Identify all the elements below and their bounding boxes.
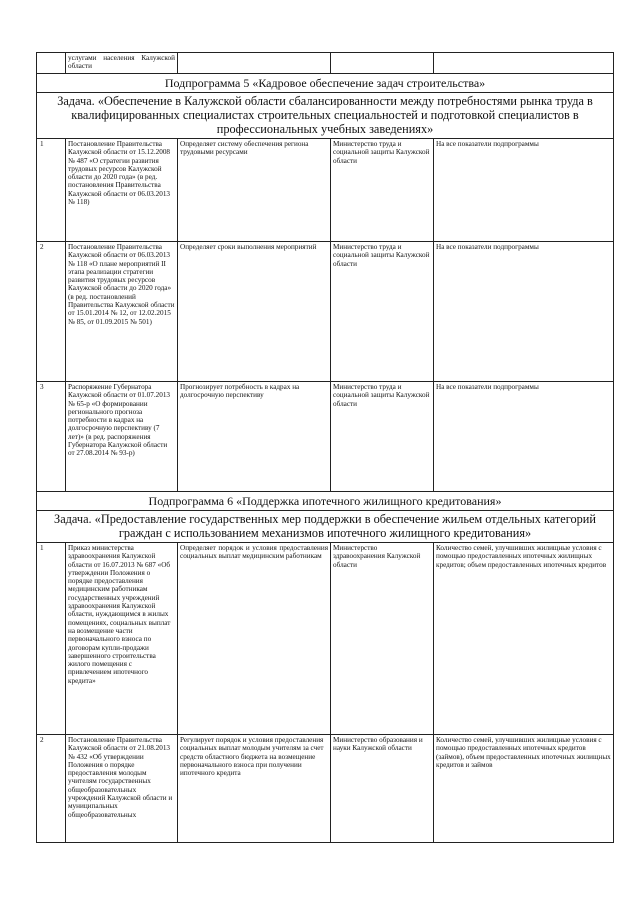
act-cell: Постановление Правительства Калужской области от 15.12.2008 № 487 «О стратегии развития трудовых ресурсов Калужской области до 2020 года» (в ред. постановления Правительства Калужской области от 06.03.2013 № 118) (66, 139, 178, 242)
table-row (37, 53, 614, 74)
desc-cell: Регулирует порядок и условия предоставления социальных выплат молодым учителям за счет средств областного бюджета на возмещение первоначального взноса при получении ипотечного кредита (178, 735, 331, 843)
document-page (36, 52, 613, 843)
desc-cell: Определяет порядок и условия предоставления социальных выплат медицинским работникам (178, 543, 331, 735)
task-row (37, 93, 614, 139)
task-text: Задача. «Обеспечение в Калужской области сбалансированности между потребностями рынка труда в квалифицированных специалистах строительных специальностей и подготовкой специалистов в профессиональных учебных заведениях» (37, 93, 614, 139)
desc-cell: Определяет сроки выполнения мероприятий (178, 242, 331, 382)
desc-cell: Определяет систему обеспечения региона трудовыми ресурсами (178, 139, 331, 242)
measures-table (36, 52, 614, 843)
act-cell: Постановление Правительства Калужской области от 21.08.2013 № 432 «Об утверждении Положения о порядке предоставления молодым учителям государственных общеобразовательных учреждений Калужской области и муниципальных общеобразовательных (66, 735, 178, 843)
ind-cell: Количество семей, улучшивших жилищные условия с помощью предоставленных ипотечных жилищных кредитов; объем предоставленных ипотечных кредитов (434, 543, 614, 735)
exec-cell: Министерство образования и науки Калужской области (331, 735, 434, 843)
act-cell: Распоряжение Губернатора Калужской области от 01.07.2013 № 65-р «О формировании регионального прогноза потребности в кадрах на долгосрочную перспективу (7 лет)» (в ред. распоряжения Губернатора Калужской области от 27.08.2014 № 93-р) (66, 382, 178, 492)
task-row (37, 511, 614, 543)
table-row (37, 543, 614, 735)
exec-cell: Министерство здравоохранения Калужской области (331, 543, 434, 735)
row-number: 3 (37, 382, 66, 492)
subprogram-header-row (37, 74, 614, 93)
act-cell: Постановление Правительства Калужской области от 06.03.2013 № 118 «О плане мероприятий II этапа реализации стратегии развития трудовых ресурсов Калужской области до 2020 года» (в ред. постановлений Правительства Калужской области от 15.01.2014 № 12, от 12.02.2015 № 85, от 01.09.2015 № 501) (66, 242, 178, 382)
row-number: 1 (37, 139, 66, 242)
row-number: 1 (37, 543, 66, 735)
ind-cell: На все показатели подпрограммы (434, 139, 614, 242)
subprogram-title: Подпрограмма 6 «Поддержка ипотечного жилищного кредитования» (37, 492, 614, 511)
task-text: Задача. «Предоставление государственных мер поддержки в обеспечение жильем отдельных категорий граждан с использованием механизмов ипотечного жилищного кредитования» (37, 511, 614, 543)
desc-cell: Прогнозирует потребность в кадрах на долгосрочную перспективу (178, 382, 331, 492)
num-cell (37, 53, 66, 74)
table-row (37, 139, 614, 242)
exec-cell: Министерство труда и социальной защиты Калужской области (331, 139, 434, 242)
act-cell: услугами населения Калужской области (66, 53, 178, 74)
table-row (37, 242, 614, 382)
ind-cell: Количество семей, улучшивших жилищные условия с помощью предоставленных ипотечных кредитов (займов), объем предоставленных ипотечных жилищных кредитов и займов (434, 735, 614, 843)
ind-cell: На все показатели подпрограммы (434, 242, 614, 382)
row-number: 2 (37, 735, 66, 843)
act-cell: Приказ министерства здравоохранения Калужской области от 16.07.2013 № 687 «Об утверждении Положения о порядке предоставления медицинским работникам государственных учреждений здравоохранения Калужской области, нуждающимся в жилых помещениях, социальных выплат на возмещение части первоначального взноса по договорам купли-продажи завершенного строительства жилого помещения с привлечением ипотечного кредита» (66, 543, 178, 735)
exec-cell (331, 53, 434, 74)
exec-cell: Министерство труда и социальной защиты Калужской области (331, 242, 434, 382)
ind-cell: На все показатели подпрограммы (434, 382, 614, 492)
table-row (37, 382, 614, 492)
table-row (37, 735, 614, 843)
subprogram-title: Подпрограмма 5 «Кадровое обеспечение задач строительства» (37, 74, 614, 93)
exec-cell: Министерство труда и социальной защиты Калужской области (331, 382, 434, 492)
subprogram-header-row (37, 492, 614, 511)
desc-cell (178, 53, 331, 74)
row-number: 2 (37, 242, 66, 382)
ind-cell (434, 53, 614, 74)
